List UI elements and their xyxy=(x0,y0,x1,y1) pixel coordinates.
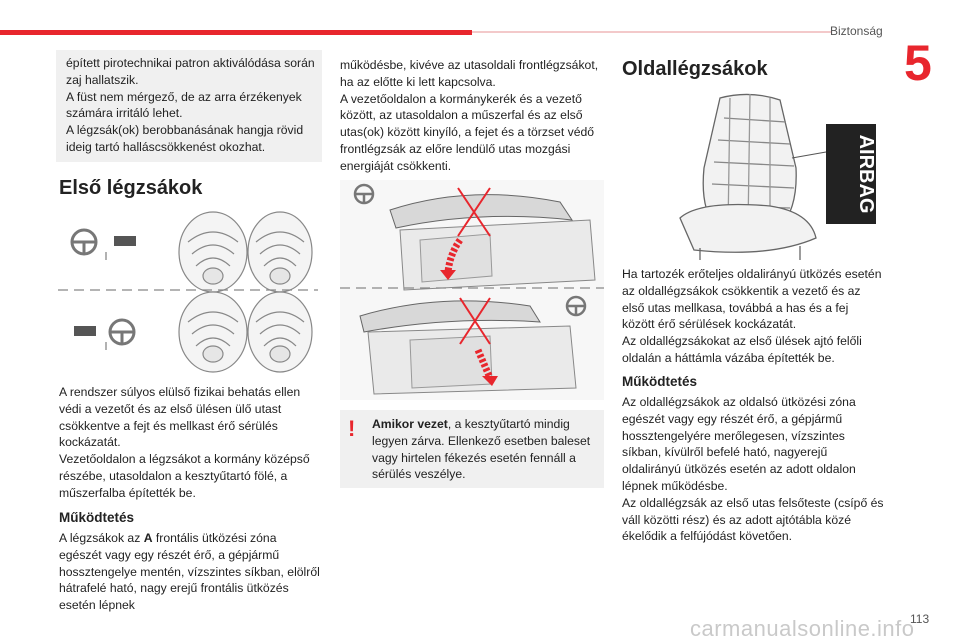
chapter-number: 5 xyxy=(904,35,932,91)
operation-body-front-part2: frontális ütközési zóna egészét vagy egy részét érő, a gépjármű hossztengelye mentén, vízszintes síkban, elölről hátrafelé ható, nagy erejű frontális ütközés esetén lépnek xyxy=(59,531,320,613)
header-accent-bar-fade xyxy=(472,31,832,33)
front-airbags-heading: Első légzsákok xyxy=(59,177,203,199)
side-airbags-heading: Oldallégzsákok xyxy=(622,58,768,80)
watermark: carmanualsonline.info xyxy=(690,616,915,641)
seat-occupant-rear-right xyxy=(248,292,312,372)
warning-text-rest: , a kesztyűtartó mindig legyen zárva. Ellenkező esetben baleset vagy hirtelen fékezés esetén fennáll a sérülés veszélye. xyxy=(372,417,591,482)
operation-heading-side: Működtetés xyxy=(622,374,698,389)
operation-zone-letter: A xyxy=(143,531,153,545)
intro-note-box xyxy=(56,50,322,162)
steering-wheel-icon xyxy=(72,230,136,260)
seat-occupant-passenger xyxy=(248,212,312,292)
warning-text xyxy=(372,416,596,483)
header-accent-bar xyxy=(0,30,472,35)
seat-icon xyxy=(680,94,816,260)
operation-heading-front: Működtetés xyxy=(59,510,135,525)
operation-body-front-part1: A légzsákok az xyxy=(59,531,144,545)
intro-note-text: épített pirotechnikai patron aktiválódása során zaj hallatszik. A füst nem mérgező, de az arra érzékenyek számára irritáló lehet. A légzsák(ok) berobbanásának hangja rövid ideig tartó halláscsökkenést okozhat. xyxy=(66,56,315,154)
airbag-label-text: AIRBAG xyxy=(855,134,877,214)
front-airbags-body: A rendszer súlyos elülső fizikai behatás ellen védi a vezetőt és az első ülésen ülő utast csökkentve a fejt és mellkast érő sérülés kockázatát. Vezetőoldalon a légzsákot a kormány középső részébe, utasoldalon a kesztyűtartó fölé, a műszerfalba építették be. xyxy=(59,385,310,500)
operation-body-front xyxy=(59,530,321,614)
side-airbag-seat-illustration xyxy=(620,88,884,260)
front-airbag-illustration xyxy=(58,202,318,378)
side-airbags-body: Ha tartozék erőteljes oldalirányú ütközés esetén az oldallégzsákok csökkentik a vezető és az első utas mellkasa, továbbá a has és a fej között érő sérülések kockázatát. Az oldallégzsákokat az első ülések ajtó felőli oldalán a háttámla vázába építették be. xyxy=(622,267,882,365)
passenger-dashboard-icon xyxy=(74,320,134,350)
section-title: Biztonság xyxy=(830,24,883,38)
warning-icon: ! xyxy=(348,416,356,441)
seat-occupant-rear-left xyxy=(179,292,247,372)
warning-text-bold: Amikor vezet xyxy=(372,417,448,431)
front-airbags-body-continued: működésbe, kivéve az utasoldali frontlégzsákot, ha az előtte ki lett kapcsolva. A vezetőoldalon a kormánykerék és a vezető között, az utasoldalon a műszerfal és az első utas(ok) között kinyíló, a fejet és a törzset védő frontlégzsák az előre lendülő utas mozgási energiáját csökkenti. xyxy=(340,58,599,173)
operation-body-side: Az oldallégzsákok az oldalsó ütközési zóna egészét vagy egy részét érő, a gépjármű hossztengelyére merőlegesen, vízszintes síkban, kívülről befelé ható, nagyerejű oldalirányú ütközés esetén az adott oldalon lépnek működésbe. Az oldallégzsák az első utas felsőteste (csípő és váll közötti rész) és az adott ajtótábla közé ékelődik a felfújódást követően. xyxy=(622,395,884,544)
seat-occupant-driver xyxy=(179,212,247,292)
page-number: 113 xyxy=(910,612,930,626)
glovebox-illustration xyxy=(340,180,604,400)
